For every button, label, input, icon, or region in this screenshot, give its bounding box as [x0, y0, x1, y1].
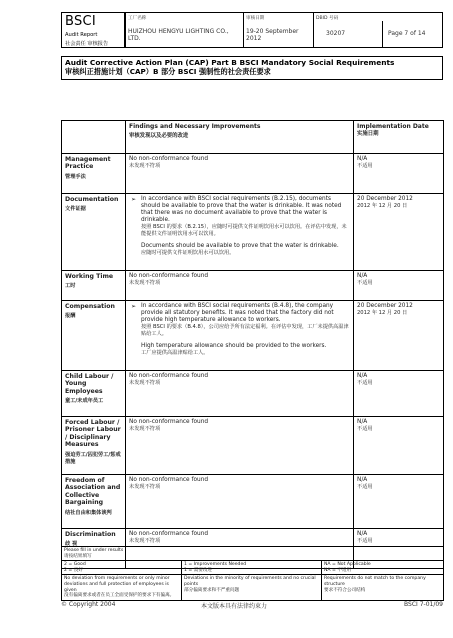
implementation-date: 20 December 2012	[357, 303, 413, 309]
finding-text: No non-conformance found	[129, 273, 209, 279]
implementation-date-zh: 不适用	[357, 163, 373, 169]
row-label: Working Time	[65, 273, 114, 280]
finding-text-zh: 未发现不符项	[129, 426, 161, 432]
legend-na: NA = Not Applicable	[324, 562, 371, 568]
legend-intro: Please fill in under results	[64, 548, 124, 553]
finding-text: No non-conformance found	[129, 373, 209, 379]
finding-text-zh: 未发现不符项	[129, 538, 161, 544]
implementation-date: N/A	[357, 156, 368, 162]
legend-improve-zh: 1 = 需要改进	[184, 567, 213, 573]
implementation-date-zh: 不适用	[357, 538, 373, 544]
improvement-text-zh: 应随时可提供文件证明饮用水可以饮用。	[141, 250, 235, 256]
factory-name: HUIZHOU HENGYU LIGHTING CO., LTD.	[128, 28, 229, 42]
row-label: Freedom of Association and Collective Bargaining	[65, 477, 121, 507]
row-label-zh: 歧 视	[65, 541, 78, 548]
audit-report-label: Audit Report	[65, 32, 98, 38]
legend-good-desc: No deviation from requirements or only minor deviations and full protection of employees is given	[64, 576, 170, 593]
row-label-zh: 童工/未成年员工	[65, 398, 104, 405]
legend-na-desc-zh: 要求不符合公司结构	[324, 587, 366, 593]
legend-improve-desc-zh: 部分偏离要求和不严重问题	[184, 587, 240, 593]
finding-text-zh: 未发现不符项	[129, 280, 161, 286]
improvement-text-zh: 工厂应提供高温津贴给工人。	[141, 350, 209, 356]
finding-text-zh: 按照 BSCI 的要求（B.4.8），公司应给予所有法定福利。在评估中发现，工厂未提供高温津贴给工人。	[141, 324, 349, 337]
table-row	[62, 271, 444, 301]
finding-bullets	[129, 196, 350, 257]
audit-report-label-zh: 社会责任 审核报告	[65, 41, 109, 47]
audit-date: 19-20 September 2012	[246, 28, 299, 42]
row-label-zh: 结社自由和集体谈判	[65, 509, 112, 516]
finding-text: No non-conformance found	[129, 419, 209, 425]
row-label: Forced Labour / Prisoner Labour / Disciplinary Measures	[65, 419, 121, 449]
finding-text-zh: 按照 BSCI 的要求（B.2.15），应随时可提供文件证明饮用水可以饮用。在评估中发现，未能提供文件证明饮用水可以饮用。	[141, 224, 347, 237]
header-empty	[62, 121, 126, 154]
document-code: BSCI 7-01/09	[404, 601, 443, 608]
improvement-text: High temperature allowance should be provided to the workers.	[141, 343, 327, 349]
implementation-date: N/A	[357, 531, 368, 537]
findings-header-zh: 审核发现以及必要的改进	[129, 133, 189, 139]
finding-text-zh: 未发现不符项	[129, 163, 161, 169]
implementation-date-zh: 2012 年 12 月 20 日	[357, 310, 408, 316]
bsci-logo: BSCI	[65, 14, 97, 29]
table-row	[62, 371, 444, 417]
legend-na-zh: NA = 不适用	[324, 567, 352, 573]
legend-good-desc-zh: 没有偏离要求或者在员工全面受保护的要求下有偏离。	[64, 593, 175, 599]
table-row	[62, 417, 444, 475]
copyright: © Copyright 2004	[61, 601, 116, 608]
dbid-number: 30207	[326, 30, 346, 37]
finding-text: ➢ In accordance with BSCI social requirements (B.4.8), the company provide all statutory benefits. It was noted that the factory did not provide high temperature allowance to workers.	[141, 303, 334, 323]
legend-good: 2 = Good	[64, 562, 86, 568]
finding-text-zh: 未发现不符项	[129, 484, 161, 490]
row-label-zh: 文件证据	[65, 206, 86, 213]
cap-title-zh: 审核纠正措施计划（CAP）B 部分 BSCI 强制性的社会责任要求	[65, 67, 271, 76]
legend-good-zh: 2 = 良好	[64, 567, 83, 573]
implementation-date-zh: 2012 年 12 月 20 日	[357, 203, 408, 209]
implementation-date: N/A	[357, 273, 368, 279]
legend-intro-zh: 请按结果填写	[64, 553, 92, 559]
implementation-date-zh: 不适用	[357, 426, 373, 432]
finding-text: No non-conformance found	[129, 531, 209, 537]
implementation-date: N/A	[357, 419, 368, 425]
improvement-text: Documents should be available to prove that the water is drinkable.	[141, 243, 339, 249]
row-label: Discrimination	[65, 531, 116, 538]
legend-improve: 1 = Improvements Needed	[184, 562, 247, 568]
footer-note: 本文版本具有法律约束力	[201, 603, 268, 610]
row-label: Documentation	[65, 196, 119, 203]
finding-text: ➢ In accordance with BSCI social requirements (B.2.15), documents should be available to prove that the water is drinkable. It was noted that there was no document available to prove that the water is drinkable.	[141, 196, 342, 223]
bsci-logo-box	[61, 12, 125, 48]
page-number: Page 7 of 14	[388, 30, 426, 37]
row-label: Management Practice	[65, 156, 111, 171]
factory-label: 工厂名称	[128, 16, 147, 21]
cap-title: Audit Corrective Action Plan (CAP) Part B BSCI Mandatory Social Requirements	[65, 58, 395, 67]
finding-bullet	[141, 303, 350, 357]
report-header	[125, 12, 443, 48]
row-label: Compensation	[65, 303, 115, 310]
table-header-row	[62, 121, 444, 154]
finding-text: No non-conformance found	[129, 477, 209, 483]
results-legend	[61, 546, 444, 601]
legend-improve-desc: Deviations in the minority of requirements and no crucial points	[184, 576, 316, 587]
row-label-zh: 管理手法	[65, 173, 86, 180]
table-row	[62, 194, 444, 271]
audit-date-cell	[244, 13, 314, 47]
dbid-cell	[314, 13, 444, 47]
implementation-date: N/A	[357, 477, 368, 483]
table-row	[62, 475, 444, 529]
implementation-date: N/A	[357, 373, 368, 379]
row-label-zh: 工时	[65, 283, 76, 290]
table-row	[62, 301, 444, 371]
implementation-date-zh: 不适用	[357, 280, 373, 286]
finding-text-zh: 未发现不符项	[129, 380, 161, 386]
row-label-zh: 强迫劳工/囚犯劳工/惩戒措施	[65, 451, 121, 465]
legend-na-desc: Requirements do not match to the company structure	[324, 576, 426, 587]
cap-title-box	[61, 56, 443, 80]
audit-date-label: 审核日期	[246, 16, 265, 21]
finding-bullet	[141, 196, 350, 257]
implementation-date-zh: 不适用	[357, 484, 373, 490]
cap-table	[61, 120, 444, 569]
implementation-date: 20 December 2012	[357, 196, 413, 202]
dbid-label: DBID 号码	[316, 16, 339, 21]
row-label-zh: 报酬	[65, 313, 76, 320]
finding-text: No non-conformance found	[129, 156, 209, 162]
finding-bullets	[129, 303, 350, 357]
implementation-header: Implementation Date	[357, 123, 429, 130]
implementation-header-zh: 实施日期	[357, 131, 379, 137]
table-row	[62, 154, 444, 194]
row-label: Child Labour / Young Employees	[65, 373, 114, 395]
implementation-date-zh: 不适用	[357, 380, 373, 386]
findings-header: Findings and Necessary Improvements	[129, 123, 261, 130]
factory-cell	[126, 13, 244, 47]
